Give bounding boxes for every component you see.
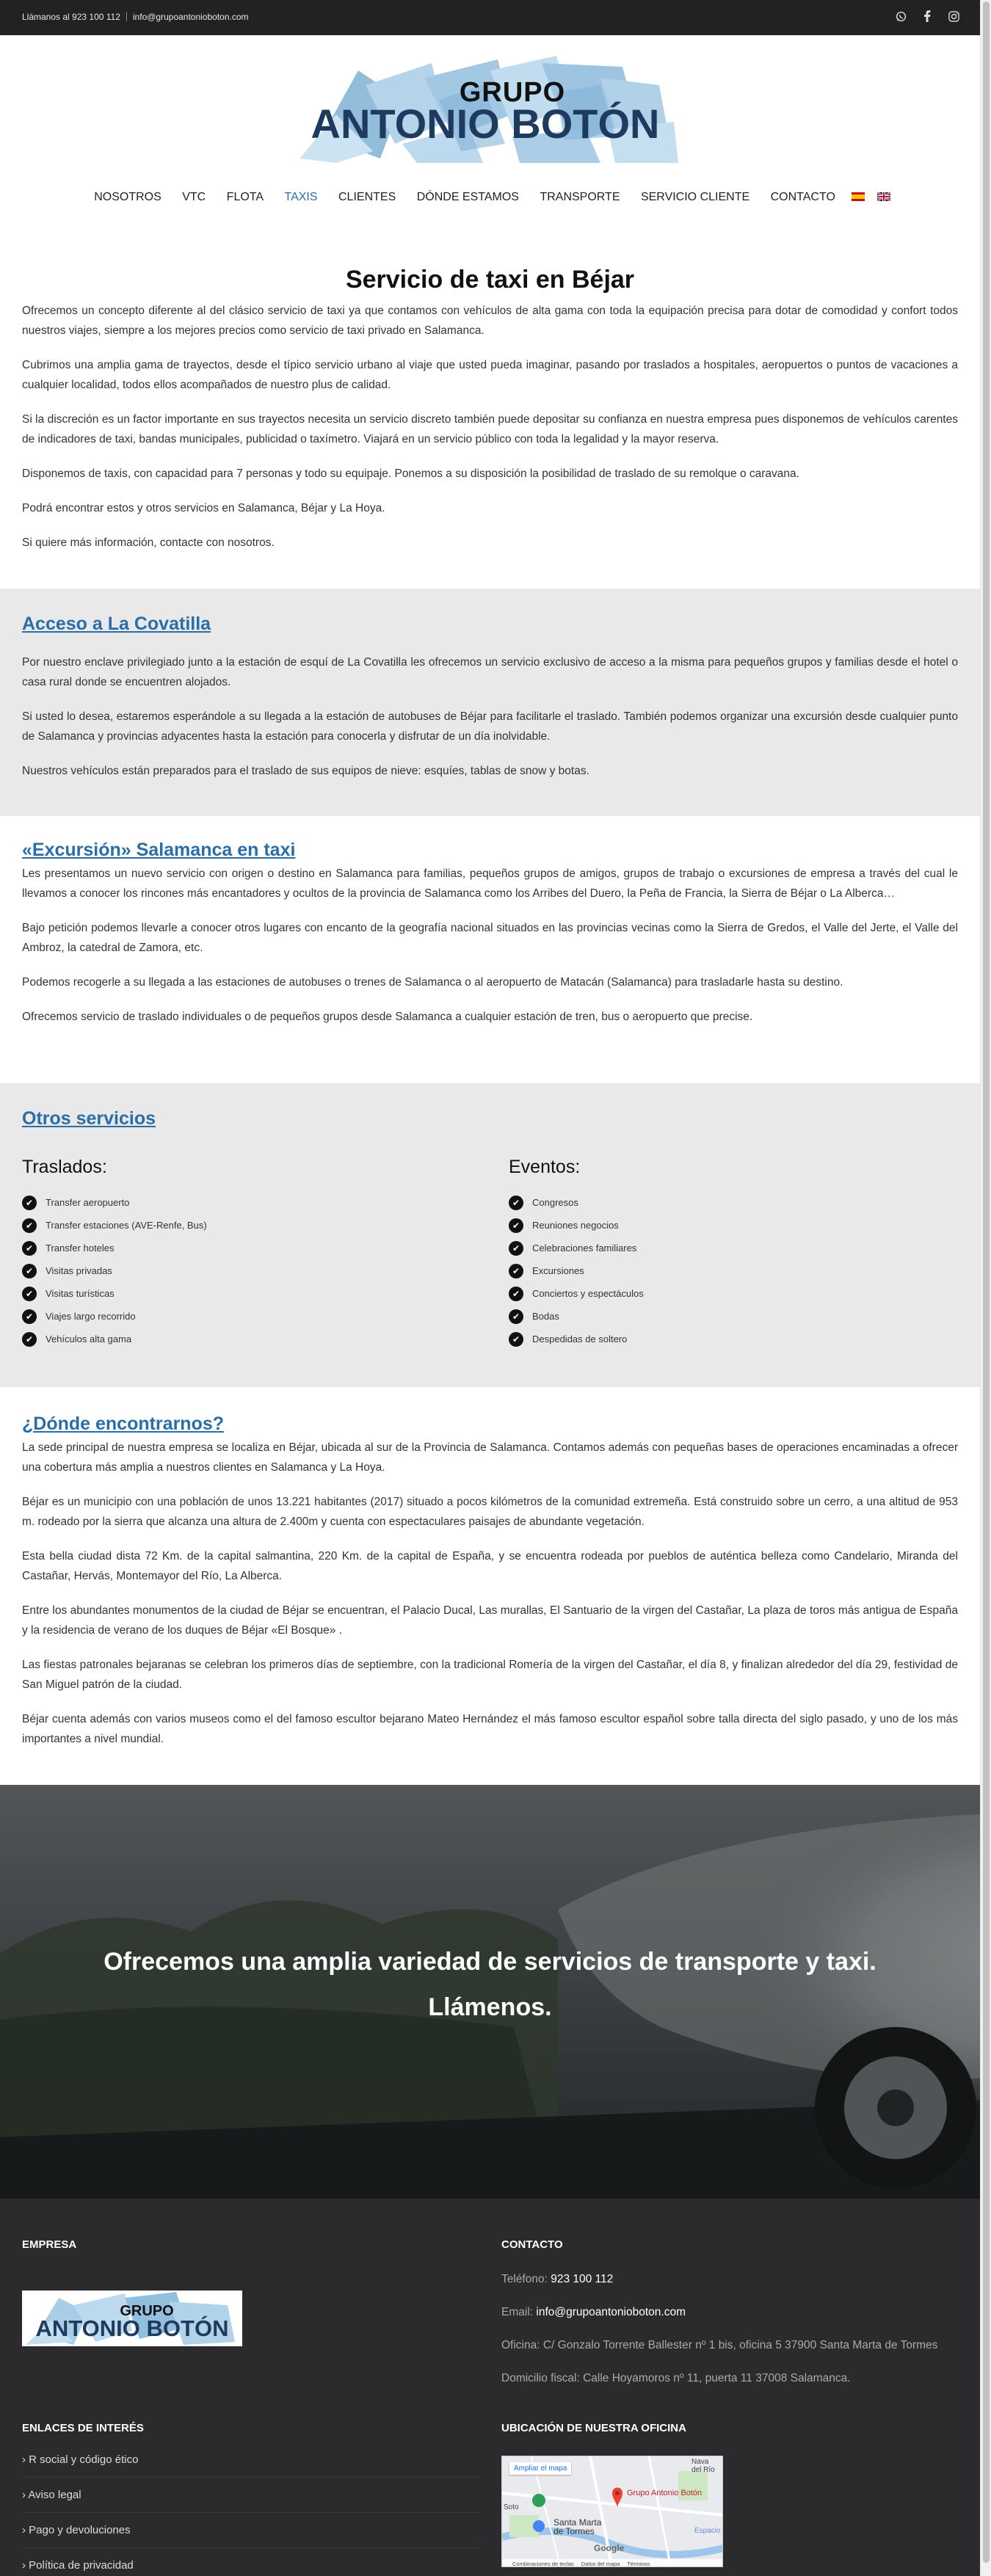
- excursion-paragraph: Ofrecemos servicio de traslado individuales o de pequeños grupos desde Salamanca a cualquier estación de tren, bus o aeropuerto que precise.: [22, 1011, 753, 1023]
- check-icon: ✔: [509, 1264, 523, 1278]
- logo-line1: GRUPO: [459, 77, 566, 108]
- footer-logo[interactable]: [22, 2291, 242, 2346]
- list-item: ✔ Bodas: [509, 1305, 949, 1328]
- nav-item-flota[interactable]: FLOTA: [226, 191, 264, 203]
- map-shortcuts-link[interactable]: Combinaciones de teclas: [512, 2560, 574, 2567]
- otros-servicios-title[interactable]: Otros servicios: [22, 1108, 156, 1129]
- footer-link[interactable]: › R social y código ético: [22, 2442, 479, 2478]
- footer-email[interactable]: info@grupoantonioboton.com: [536, 2306, 686, 2318]
- list-item: ✔ Transfer hoteles: [22, 1237, 462, 1259]
- map-label-soto: Soto: [504, 2503, 519, 2511]
- intro-paragraph: Si la discreción es un factor importante en sus trayectos necesita un servicio discreto también puede depositar su confianza en nuestra empresa pues disponemos de vehículos carentes de indicadores de taxi, bandas municipales, publicidad o taxímetro. Viajará en un servicio público con toda la legalidad y la mayor reserva.: [22, 413, 958, 445]
- donde-title[interactable]: ¿Dónde encontrarnos?: [22, 1413, 225, 1434]
- google-logo: Google: [594, 2543, 625, 2553]
- donde-paragraph: Las fiestas patronales bejaranas se celebran los primeros días de septiembre, con la tradicional Romería de la virgen del Castañar, el día 8, y finalizan alrededor del día 29, festividad de San Miguel patrón de la ciudad.: [22, 1659, 958, 1691]
- nav-item-nosotros[interactable]: NOSOTROS: [94, 191, 161, 203]
- traslados-title: Traslados:: [22, 1157, 107, 1177]
- check-icon: ✔: [509, 1309, 523, 1324]
- footer-enlaces-title: ENLACES DE INTERÉS: [22, 2422, 144, 2434]
- footer-link[interactable]: › Política de privacidad: [22, 2548, 479, 2576]
- top-bar: [0, 0, 980, 35]
- email-label: Email:: [501, 2306, 534, 2318]
- nav-item-contacto[interactable]: CONTACTO: [770, 191, 835, 203]
- nav-item-taxis[interactable]: TAXIS: [284, 191, 318, 203]
- footer-link[interactable]: › Aviso legal: [22, 2478, 479, 2513]
- covatilla-title[interactable]: Acceso a La Covatilla: [22, 614, 211, 634]
- otros-servicios-section: [0, 1083, 980, 1387]
- footer-empresa-title: EMPRESA: [22, 2238, 77, 2251]
- footer-logo-line2: ANTONIO BOTÓN: [35, 2315, 229, 2341]
- list-item: ✔ Celebraciones familiares: [509, 1237, 949, 1259]
- list-item: ✔ Reuniones negocios: [509, 1214, 949, 1237]
- list-item: ✔ Viajes largo recorrido: [22, 1305, 462, 1328]
- footer-logo-line1: GRUPO: [120, 2303, 174, 2319]
- eventos-title: Eventos:: [509, 1157, 581, 1177]
- page-scrollbar[interactable]: [980, 0, 991, 2576]
- page-title: Servicio de taxi en Béjar: [345, 266, 635, 294]
- whatsapp-icon[interactable]: [895, 9, 907, 23]
- donde-paragraph: Entre los abundantes monumentos de la ciudad de Béjar se encuentran, el Palacio Ducal, Las murallas, El Santuario de la virgen del Castañar, La plaza de toros más antigua de España y la residencia de verano de los duques de Béjar «El Bosque» .: [22, 1604, 958, 1637]
- banner-line1: Ofrecemos una amplia variedad de servicios de transporte y taxi.: [104, 1948, 876, 1976]
- cta-banner: [0, 1785, 980, 2199]
- nav-item-vtc[interactable]: VTC: [182, 191, 206, 203]
- list-item: ✔ Vehículos alta gama: [22, 1328, 462, 1350]
- check-icon: ✔: [509, 1287, 523, 1301]
- donde-paragraph: La sede principal de nuestra empresa se localiza en Béjar, ubicada al sur de la Provincia de Salamanca. Contamos además con pequeñas bases de operaciones encaminadas a ofrecer una cobertura más amplia a nuestros clientes en Salamanca y La Hoya.: [22, 1441, 958, 1474]
- map-town-label: Santa Marta de Tormes: [553, 2517, 602, 2536]
- traslados-list: [22, 1157, 462, 1350]
- footer-contact-info: [501, 2269, 958, 2388]
- intro-paragraph: Disponemos de taxis, con capacidad para 7 personas y todo su equipaje. Ponemos a su disposición la posibilidad de traslado de su remolque o caravana.: [22, 467, 799, 480]
- instagram-icon[interactable]: [948, 9, 959, 23]
- footer-links: [22, 2442, 479, 2576]
- excursion-paragraph: Podemos recogerle a su llegada a las estaciones de autobuses o trenes de Salamanca o al aeropuerto de Matacán (Salamanca) para trasladarle hasta su destino.: [22, 976, 843, 989]
- uk-flag-icon[interactable]: [877, 192, 890, 200]
- social-links: [895, 9, 959, 23]
- phone-label: Teléfono:: [501, 2273, 548, 2285]
- list-item: ✔ Congresos: [509, 1191, 949, 1214]
- covatilla-paragraph: Por nuestro enclave privilegiado junto a la estación de esquí de La Covatilla les ofrecemos un servicio exclusivo de acceso a la misma para pequeños grupos y familias desde el hotel o casa rural donde se encuentren alojados.: [22, 656, 958, 688]
- list-item: ✔ Visitas privadas: [22, 1259, 462, 1282]
- excursion-paragraph: Les presentamos un nuevo servicio con origen o destino en Salamanca para familias, pequeños grupos de amigos, grupos de trabajo o excursiones de empresa a través del cual le llevamos a conocer los rincones más encantadores y ocultos de la provincia de Salamanca como los Arribes del Duero, la Peña de Francia, la Sierra de Béjar o La Alberca…: [22, 867, 958, 900]
- map-label-nava: Nava del Río: [691, 2458, 715, 2474]
- donde-section: [0, 1387, 980, 1785]
- office-map[interactable]: [501, 2456, 723, 2567]
- scrollbar-thumb[interactable]: [983, 1, 990, 2563]
- map-place-label: Grupo Antonio Botón: [627, 2489, 703, 2497]
- map-enlarge-link[interactable]: Ampliar el mapa: [509, 2462, 571, 2475]
- check-icon: ✔: [22, 1218, 37, 1233]
- covatilla-section: [0, 589, 980, 816]
- check-icon: ✔: [509, 1241, 523, 1256]
- list-item: ✔ Excursiones: [509, 1259, 949, 1282]
- top-email[interactable]: info@grupoantonioboton.com: [132, 12, 249, 22]
- map-footer: [502, 2559, 723, 2567]
- divider: [126, 12, 127, 21]
- footer-ubicacion-title: UBICACIÓN DE NUESTRA OFICINA: [501, 2422, 686, 2434]
- facebook-icon[interactable]: [921, 9, 933, 23]
- footer: [0, 2199, 980, 2576]
- check-icon: ✔: [22, 1287, 37, 1301]
- top-phone[interactable]: Llámanos al 923 100 112: [22, 12, 120, 22]
- eventos-list: [509, 1157, 949, 1350]
- check-icon: ✔: [22, 1196, 37, 1210]
- footer-phone[interactable]: 923 100 112: [551, 2273, 614, 2285]
- site-logo[interactable]: [292, 56, 678, 163]
- main-nav: [0, 191, 980, 204]
- intro-paragraph: Ofrecemos un concepto diferente al del clásico servicio de taxi ya que contamos con vehículos de alta gama con toda la equipación precisa para dotar de comodidad y confort todos nuestros viajes, siempre a los mejores precios como servicio de taxi privado en Salamanca.: [22, 305, 958, 337]
- nav-item-servicio-cliente[interactable]: SERVICIO CLIENTE: [640, 191, 750, 203]
- check-icon: ✔: [509, 1218, 523, 1233]
- list-item: ✔ Transfer aeropuerto: [22, 1191, 462, 1214]
- donde-paragraph: Béjar cuenta además con varios museos como el del famoso escultor bejarano Mateo Hernández el más famoso escultor español sobre talla directa del siglo pasado, y uno de los más importantes a nivel mundial.: [22, 1713, 958, 1745]
- top-contact: [22, 12, 249, 22]
- excursion-paragraph: Bajo petición podemos llevarle a conocer otros lugares con encanto de la geografía nacional situados en las provincias vecinas como la Sierra de Gredos, el Valle del Jerte, el Valle del Ambroz, la catedral de Zamora, etc.: [22, 922, 958, 954]
- banner-line2: Llámenos.: [428, 1993, 552, 2021]
- nav-item-transporte[interactable]: TRANSPORTE: [540, 191, 620, 203]
- intro-paragraph: Podrá encontrar estos y otros servicios en Salamanca, Béjar y La Hoya.: [22, 502, 385, 514]
- donde-paragraph: Esta bella ciudad dista 72 Km. de la capital salmantina, 220 Km. de la capital de España, y se encuentra rodeada por pueblos de auténtica belleza como Candelario, Miranda del Castañar, Hervás, Montemayor del Río, La Alberca.: [22, 1550, 958, 1582]
- check-icon: ✔: [22, 1332, 37, 1347]
- excursion-section: [0, 816, 980, 1083]
- footer-oficina: Oficina: C/ Gonzalo Torrente Ballester nº 1 bis, oficina 5 37900 Santa Marta de Tormes: [501, 2339, 938, 2351]
- map-terms-link[interactable]: Términos: [627, 2560, 650, 2567]
- check-icon: ✔: [509, 1332, 523, 1347]
- intro-paragraph: Si quiere más información, contacte con nosotros.: [22, 536, 275, 549]
- footer-contacto-title: CONTACTO: [501, 2238, 563, 2251]
- spain-flag-icon[interactable]: [852, 192, 865, 200]
- covatilla-paragraph: Si usted lo desea, estaremos esperándole a su llegada a la estación de autobuses de Béjar para facilitarle el traslado. También podemos organizar una excursión desde cualquier punto de Salamanca y provincias adyacentes hasta la estación para conocerla y disfrutar de un día inolvidable.: [22, 710, 958, 743]
- logo-line2: ANTONIO BOTÓN: [311, 101, 660, 147]
- excursion-title[interactable]: «Excursión» Salamanca en taxi: [22, 840, 296, 860]
- map-data-link[interactable]: Datos del mapa: [581, 2560, 620, 2567]
- nav-item-donde-estamos[interactable]: DÓNDE ESTAMOS: [416, 191, 519, 203]
- intro-paragraph: Cubrimos una amplia gama de trayectos, desde el típico servicio urbano al viaje que usted pueda imaginar, pasando por traslados a hospitales, aeropuertos o puntos de vacaciones a cualquier localidad, todos ellos acompañados de nuestro plus de calidad.: [22, 359, 958, 391]
- list-item: ✔ Transfer estaciones (AVE-Renfe, Bus): [22, 1214, 462, 1237]
- check-icon: ✔: [22, 1241, 37, 1256]
- check-icon: ✔: [22, 1309, 37, 1324]
- nav-item-clientes[interactable]: CLIENTES: [338, 191, 396, 203]
- check-icon: ✔: [509, 1196, 523, 1210]
- footer-domicilio: Domicilio fiscal: Calle Hoyamoros nº 11, puerta 11 37008 Salamanca.: [501, 2372, 851, 2384]
- covatilla-paragraph: Nuestros vehículos están preparados para el traslado de sus equipos de nieve: esquíes, tablas de snow y botas.: [22, 765, 589, 777]
- map-label-espacio: Espacio: [694, 2527, 721, 2535]
- list-item: ✔ Conciertos y espectáculos: [509, 1282, 949, 1305]
- list-item: ✔ Visitas turísticas: [22, 1282, 462, 1305]
- banner-text: [0, 1939, 980, 2030]
- donde-paragraph: Béjar es un municipio con una población de unos 13.221 habitantes (2017) situado a pocos kilómetros de la comunidad extremeña. Está construido sobre un cerro, a una altitud de 953 m. rodeado por la sierra que alcanza una altura de 2.400m y cuenta con espectaculares paisajes de abundante vegetación.: [22, 1496, 958, 1528]
- footer-link[interactable]: › Pago y devoluciones: [22, 2513, 479, 2548]
- check-icon: ✔: [22, 1264, 37, 1278]
- list-item: ✔ Despedidas de soltero: [509, 1328, 949, 1350]
